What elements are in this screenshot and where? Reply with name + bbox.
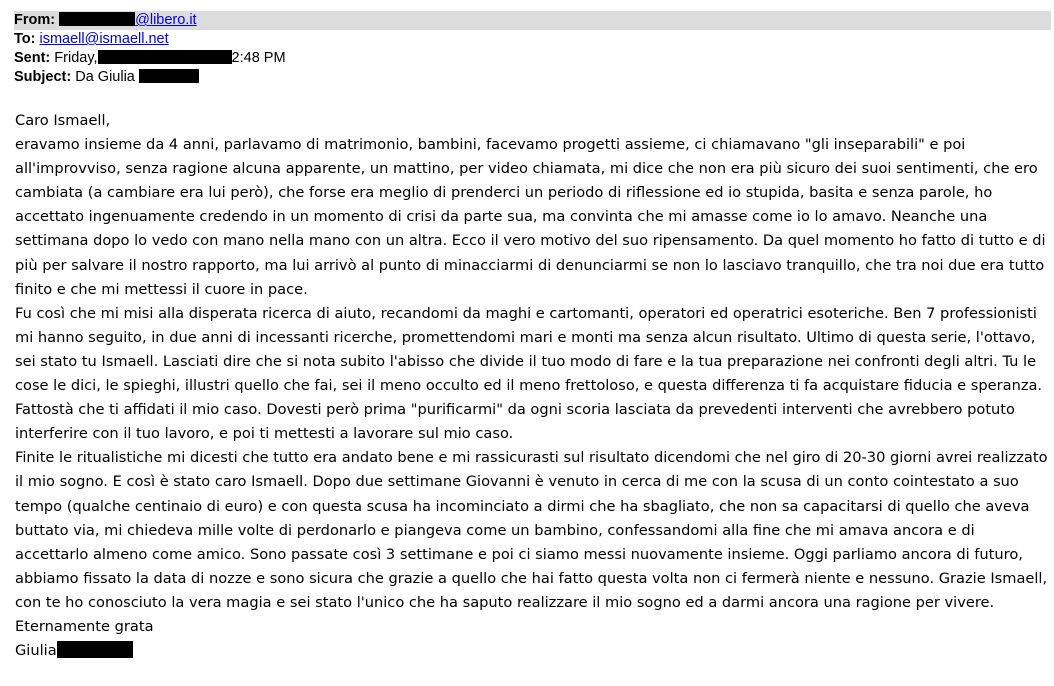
email-header-block: [14, 11, 1051, 87]
body-paragraph: Fu così che mi misi alla disperata ricerca di aiuto, recandomi da maghi e cartomanti, operatori ed operatrici esoteriche. Ben 7 professionisti mi hanno seguito, in due anni di incessanti ricerche, promettendomi mari e monti ma senza alcun risultato. Ultimo di questa serie, l'ottavo, sei stato tu Ismaell. Lasciati dire che si nota subito l'abisso che divide il tuo modo di fare e la tua preparazione nei confronti degli altri. Tu le cose le dici, le spieghi, illustri quello che fai, sei il meno occulto ed il meno frettoloso, e questa differenza ti fa acquistare fiducia e speranza. Fattostà che ti affidati il mio caso. Dovesti però prima "purificarmi" da ogni scoria lasciata da prevedenti interventi che avrebbero potuto interferire con il tuo lavoro, e poi ti mettesti a lavorare sul mio caso.: [15, 304, 1043, 443]
redacted-sent-date: [98, 50, 232, 64]
subject-label: Subject:: [14, 69, 72, 85]
greeting: Caro Ismaell,: [15, 112, 111, 129]
email-body: [15, 109, 1051, 663]
sent-label: Sent:: [14, 50, 51, 66]
sent-row: [14, 49, 1051, 68]
sent-day: Friday,: [54, 50, 98, 66]
signature-name: Giulia: [15, 642, 57, 660]
redacted-sender-name: [59, 12, 135, 26]
sent-time: 2:48 PM: [231, 50, 286, 66]
redacted-signature-surname: [57, 641, 133, 658]
signature: [15, 639, 1051, 663]
from-email-link[interactable]: @libero.it: [135, 12, 197, 28]
subject-text: Da Giulia: [75, 69, 135, 85]
from-label: From:: [14, 12, 56, 28]
subject-row: [14, 68, 1051, 87]
to-label: To:: [14, 31, 36, 47]
body-paragraph: eravamo insieme da 4 anni, parlavamo di matrimonio, bambini, facevamo progetti assieme, ci chiamavano "gli inseparabili" e poi all'improvviso, senza ragione alcuna apparente, un mattino, per video chiamata, mi dice che non era più sicuro dei suoi sentimenti, che ero cambiata (a cambiare era lui però), che forse era meglio di prenderci un periodo di riflessione ed io stupida, basita e senza parole, ho accettato ingenuamente credendo in un momento di crisi da parte sua, ma convinta che mi amasse come io lo amavo. Neanche una settimana dopo lo vedo con mano nella mano con un altra. Ecco il vero motivo del suo ripensamento. Da quel momento ho fatto di tutto e di più per salvare il nostro rapporto, ma lui arrivò al punto di minacciarmi di denunciarmi se non lo lasciavo tranquillo, che tra noi due era tutto finito e che mi mettessi il cuore in pace.: [15, 136, 1046, 298]
to-email-link[interactable]: ismaell@ismaell.net: [39, 31, 169, 47]
body-paragraph: Finite le ritualistiche mi dicesti che tutto era andato bene e mi rassicurasti sul risultato dicendomi che nel giro di 20-30 giorni avrei realizzato il mio sogno. E così è stato caro Ismaell. Dopo due settimane Giovanni è venuto in cerca di me con la scusa di un conto cointestato a suo tempo (qualche centinaio di euro) e con questa scusa ha incominciato a dirmi che ha sbagliato, che non sa capacitarsi di quello che aveva buttato via, mi chiedeva mille volte di perdonarlo e piangeva come un bambino, confessandomi alla fine che mi amava ancora e di accettarlo almeno come amico. Sono passate così 3 settimane e poi ci siamo messi nuovamente insieme. Oggi parliamo ancora di futuro, abbiamo fissato la data di nozze e sono sicura che grazie a quello che hai fatto questa volta non ci fermerà niente e nessuno. Grazie Ismaell, con te ho conosciuto la vera magia e sei stato l'unico che ha saputo realizzare il mio sogno ed a darmi ancora una ragione per vivere. Eternamente grata: [15, 449, 1048, 635]
from-row: [14, 11, 1051, 30]
to-row: [14, 30, 1051, 49]
redacted-subject-surname: [139, 69, 199, 83]
